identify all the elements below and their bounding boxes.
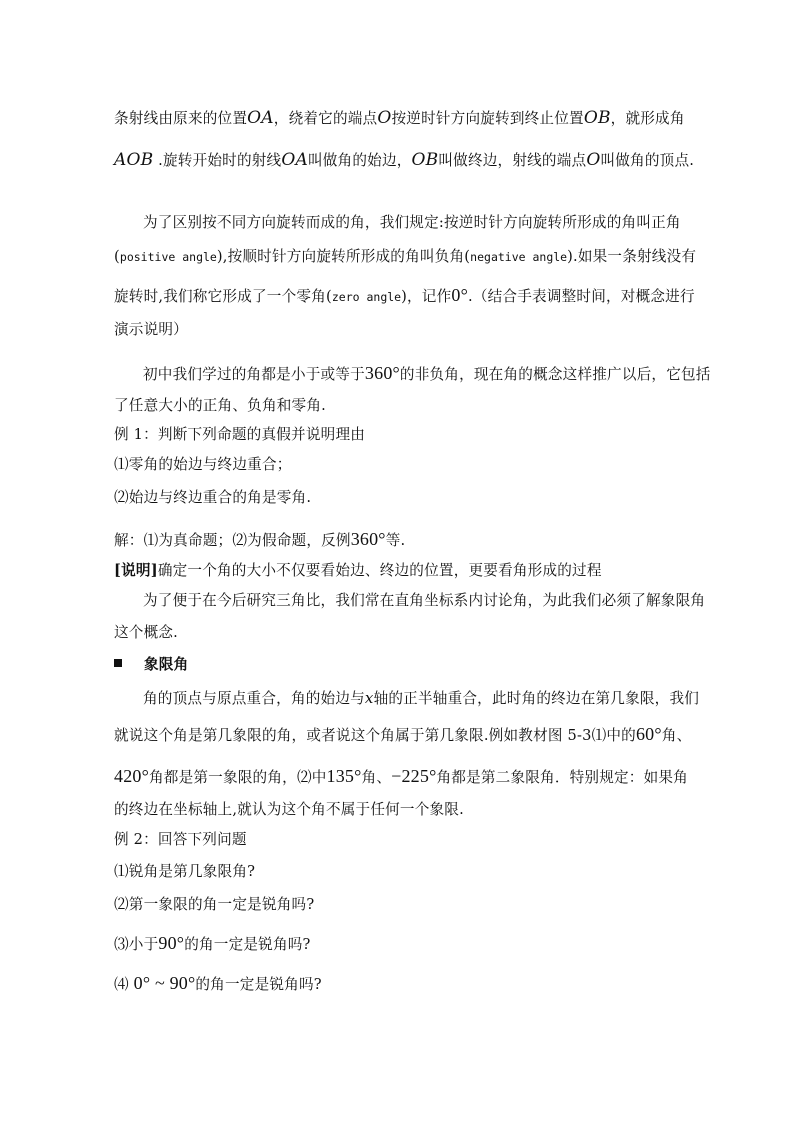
text: ⑵始边与终边重合的角是零角. xyxy=(114,489,312,506)
math-aob: AOB xyxy=(114,150,154,170)
text: ⑴零角的始边与终边重合； xyxy=(114,456,292,473)
math-60-degree: 60° xyxy=(635,724,662,744)
text: 角都是第二象限角．特别规定：如果角 xyxy=(436,769,688,786)
text: 旋转时,我们称它形成了一个零角( xyxy=(114,288,332,305)
text: ，绕着它的端点 xyxy=(273,110,378,127)
paragraph-line xyxy=(143,213,681,233)
math-ob: OB xyxy=(583,108,611,128)
text: 按逆时针方向旋转到终止位置 xyxy=(391,110,584,127)
text: ⑵第一象限的角一定是锐角吗? xyxy=(114,896,315,913)
text: 的非负角，现在角的概念这样推广以后，它包括 xyxy=(399,366,711,383)
example-heading xyxy=(114,425,365,445)
paragraph-line xyxy=(143,688,699,709)
text: ),按顺时针方向旋转所形成的角叫负角( xyxy=(216,248,471,265)
math-oa: OA xyxy=(281,150,308,170)
term-zero-angle: zero angle xyxy=(331,290,402,304)
text: 等. xyxy=(385,532,406,549)
term-negative-angle: negative angle xyxy=(470,250,568,264)
paragraph-line xyxy=(114,108,685,129)
paragraph-line xyxy=(114,800,464,820)
square-bullet-icon xyxy=(114,659,122,667)
text: 确定一个角的大小不仅要看始边、终边的位置，更要看角形成的过程 xyxy=(157,562,602,579)
math-ob: OB xyxy=(411,150,439,170)
paragraph-line xyxy=(114,150,694,171)
math-135-degree: 135° xyxy=(326,766,362,786)
paragraph-line xyxy=(114,623,178,643)
text: 角、 xyxy=(361,769,392,786)
paragraph-line xyxy=(143,591,705,611)
text: 叫做角的始边， xyxy=(307,152,412,169)
math-zero-degree: 0° xyxy=(451,285,468,305)
math-o: O xyxy=(377,108,392,128)
solution-line xyxy=(114,529,405,551)
text: ( xyxy=(114,248,120,265)
text: 叫做角的顶点. xyxy=(600,152,695,169)
math-360-degree: 360° xyxy=(350,529,386,549)
text: 的角一定是锐角吗? xyxy=(195,976,322,993)
text: 角、 xyxy=(661,727,692,744)
text: 角的顶点与原点重合，角的始边与 xyxy=(143,690,365,707)
text: 例 2：回答下列问题 xyxy=(114,831,247,848)
note-line xyxy=(114,561,602,581)
list-item xyxy=(114,933,311,955)
math-360-degree: 360° xyxy=(364,363,400,383)
list-item xyxy=(114,973,322,995)
text: 角都是第一象限的角，⑵中 xyxy=(149,769,327,786)
text: )，记作 xyxy=(401,288,452,305)
math-420-degree: 420° xyxy=(114,766,149,786)
text: 条射线由原来的位置 xyxy=(114,110,248,127)
list-item xyxy=(114,862,255,882)
text: 叫做终边，射线的端点 xyxy=(438,152,587,169)
text: 演示说明） xyxy=(114,321,188,338)
text: 这个概念. xyxy=(114,624,179,641)
math-oa: OA xyxy=(247,108,274,128)
text: ).如果一条射线没有 xyxy=(567,248,697,265)
text: 为了区别按不同方向旋转而成的角，我们规定:按逆时针方向旋转所形成的角叫正角 xyxy=(143,214,681,231)
list-item xyxy=(114,895,314,915)
paragraph-line xyxy=(114,724,691,746)
example-heading xyxy=(114,830,247,850)
text: 的角一定是锐角吗? xyxy=(184,936,311,953)
section-heading xyxy=(114,655,188,675)
text: 的终边在坐标轴上,就认为这个角不属于任何一个象限. xyxy=(114,801,464,818)
math-neg225-degree: −225° xyxy=(391,766,437,786)
text: 解：⑴为真命题；⑵为假命题，反例 xyxy=(114,532,351,549)
text: ⑷ xyxy=(114,976,134,993)
note-label: [说明] xyxy=(114,562,158,579)
text: 初中我们学过的角都是小于或等于 xyxy=(143,366,365,383)
text: ⑶小于 xyxy=(114,936,159,953)
math-0-to-90-degree: 0° ~ 90° xyxy=(133,973,196,993)
term-positive-angle: positive angle xyxy=(119,250,217,264)
paragraph-line xyxy=(114,320,188,340)
math-o: O xyxy=(586,150,601,170)
text: ，就形成角 xyxy=(610,110,685,127)
list-item xyxy=(114,488,311,508)
paragraph-line xyxy=(114,766,688,788)
text: 为了便于在今后研究三角比，我们常在直角坐标系内讨论角，为此我们必须了解象限角 xyxy=(143,592,706,609)
list-item xyxy=(114,455,292,475)
math-x: x xyxy=(364,689,374,707)
text: 就说这个角是第几象限的角，或者说这个角属于第几象限.例如教材图 5-3⑴中的 xyxy=(114,727,636,744)
math-90-degree: 90° xyxy=(158,933,185,953)
text: .旋转开始时的射线 xyxy=(153,152,282,169)
text: 了任意大小的正角、负角和零角. xyxy=(114,397,326,414)
paragraph-line xyxy=(114,247,696,267)
paragraph-line xyxy=(114,285,695,307)
paragraph-line xyxy=(114,396,326,416)
section-title: 象限角 xyxy=(144,656,189,673)
text: 轴的正半轴重合，此时角的终边在第几象限，我们 xyxy=(373,690,700,707)
text: 例 1：判断下列命题的真假并说明理由 xyxy=(114,426,366,443)
paragraph-line xyxy=(143,363,711,385)
text: .（结合手表调整时间，对概念进行 xyxy=(468,288,695,305)
text: ⑴锐角是第几象限角? xyxy=(114,863,256,880)
